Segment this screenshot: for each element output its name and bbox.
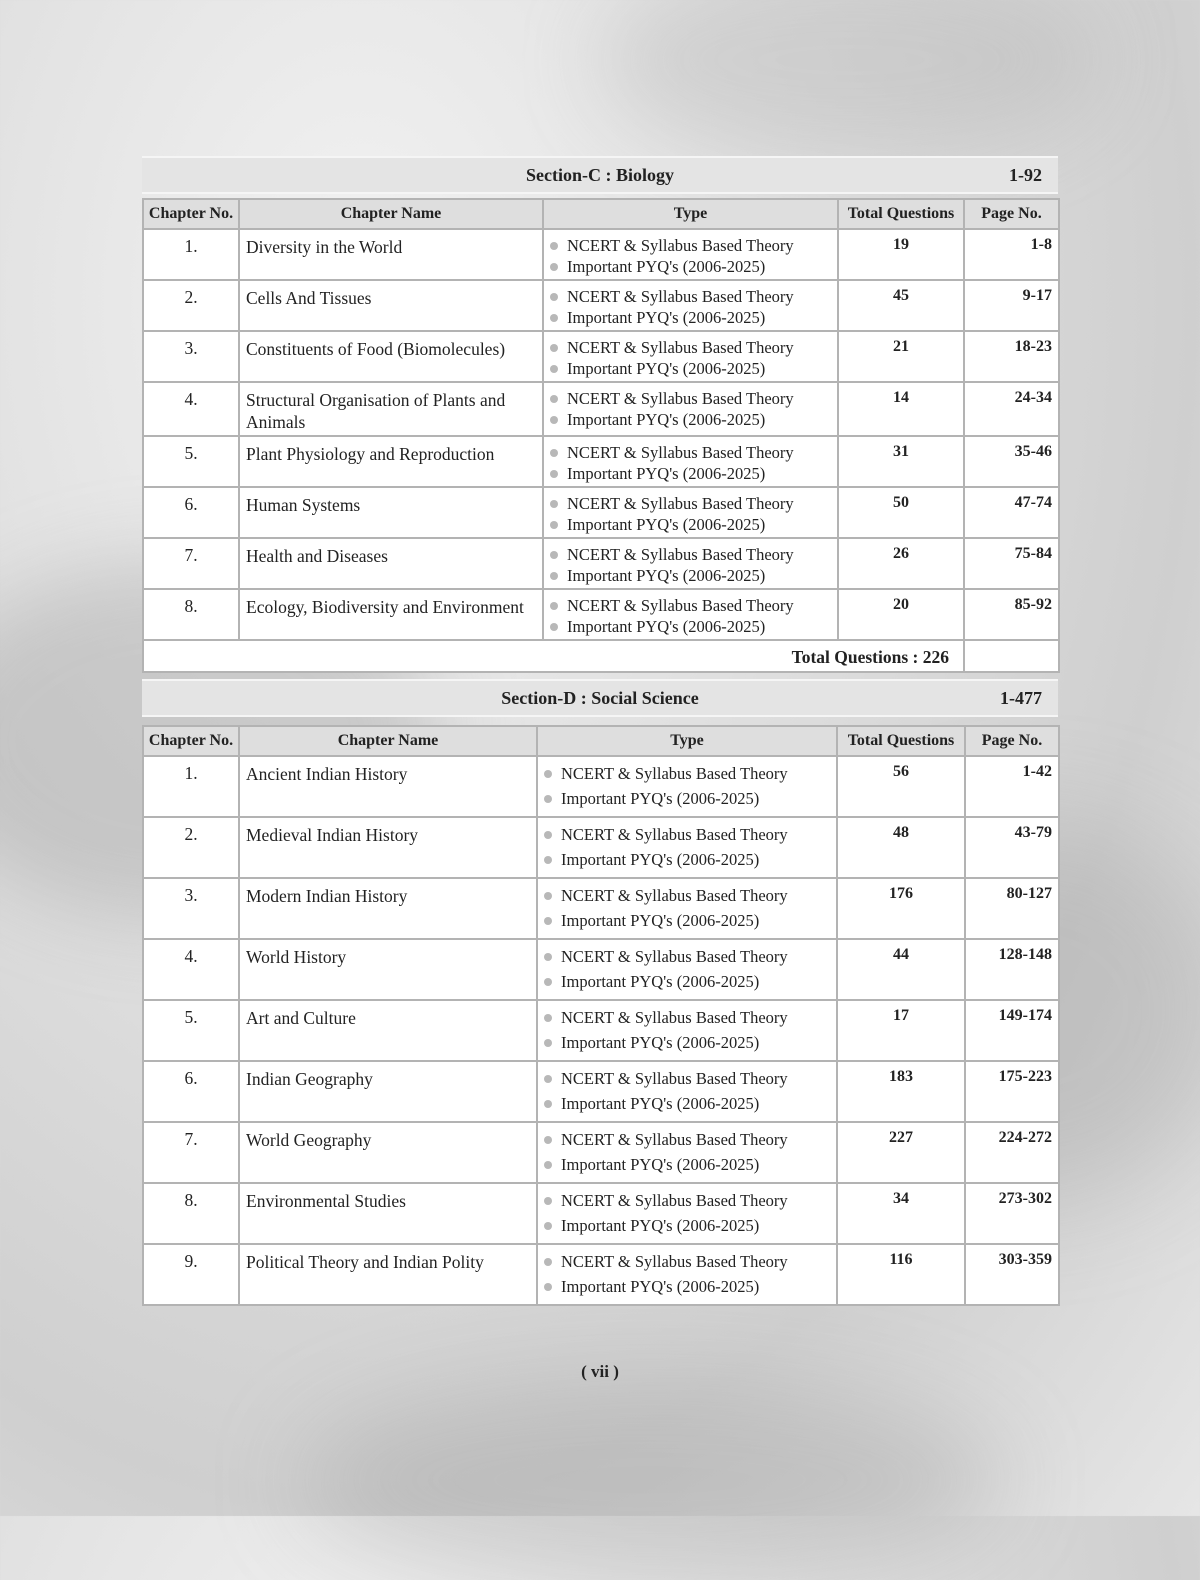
bullet-icon — [550, 470, 558, 478]
chapter-number: 4. — [143, 939, 239, 1000]
section-d-title: Section-D : Social Science — [501, 687, 699, 708]
empty-cell — [964, 640, 1059, 672]
col-header-page-no: Page No. — [965, 726, 1059, 756]
type-theory: NCERT & Syllabus Based Theory — [567, 494, 794, 513]
type-line — [550, 235, 833, 256]
chapter-type — [537, 1244, 837, 1305]
type-line — [544, 1214, 832, 1239]
bullet-icon — [550, 623, 558, 631]
type-theory: NCERT & Syllabus Based Theory — [561, 1069, 788, 1088]
chapter-type — [543, 538, 838, 589]
type-theory: NCERT & Syllabus Based Theory — [567, 443, 794, 462]
type-line — [544, 1092, 832, 1117]
table-row — [143, 280, 1059, 331]
type-line — [544, 1067, 832, 1092]
chapter-name: Art and Culture — [239, 1000, 537, 1061]
chapter-number: 4. — [143, 382, 239, 436]
table-row — [143, 436, 1059, 487]
chapter-number: 8. — [143, 1183, 239, 1244]
type-theory: NCERT & Syllabus Based Theory — [561, 1252, 788, 1271]
type-line — [550, 388, 833, 409]
type-pyq: Important PYQ's (2006-2025) — [567, 257, 766, 276]
section-c-title: Section-C : Biology — [526, 164, 674, 185]
bullet-icon — [544, 856, 552, 864]
type-pyq: Important PYQ's (2006-2025) — [561, 849, 760, 869]
type-pyq: Important PYQ's (2006-2025) — [561, 788, 760, 808]
table-row — [143, 1061, 1059, 1122]
chapter-name: Modern Indian History — [239, 878, 537, 939]
type-line — [544, 1128, 832, 1153]
bullet-icon — [550, 521, 558, 529]
bullet-icon — [544, 978, 552, 986]
page-range: 9-17 — [964, 280, 1059, 331]
col-header-total-questions: Total Questions — [837, 726, 965, 756]
chapter-type — [537, 878, 837, 939]
type-line — [550, 493, 833, 514]
bullet-icon — [550, 551, 558, 559]
type-pyq: Important PYQ's (2006-2025) — [561, 1276, 760, 1296]
total-questions: 56 — [837, 756, 965, 817]
type-pyq: Important PYQ's (2006-2025) — [561, 971, 760, 991]
type-pyq: Important PYQ's (2006-2025) — [567, 359, 766, 378]
chapter-name: Political Theory and Indian Polity — [239, 1244, 537, 1305]
chapter-name: Plant Physiology and Reproduction — [239, 436, 543, 487]
bullet-icon — [544, 953, 552, 961]
table-row — [143, 1000, 1059, 1061]
col-header-page-no: Page No. — [964, 199, 1059, 229]
type-line — [550, 337, 833, 358]
bullet-icon — [544, 1136, 552, 1144]
type-line — [544, 1189, 832, 1214]
contents-page — [142, 156, 1058, 1306]
page-range: 35-46 — [964, 436, 1059, 487]
chapter-name: Human Systems — [239, 487, 543, 538]
chapter-type — [537, 817, 837, 878]
bullet-icon — [550, 449, 558, 457]
section-c-page-range: 1-92 — [1009, 165, 1042, 185]
chapter-name: Indian Geography — [239, 1061, 537, 1122]
type-pyq: Important PYQ's (2006-2025) — [567, 566, 766, 585]
type-theory: NCERT & Syllabus Based Theory — [561, 825, 788, 844]
chapter-number: 8. — [143, 589, 239, 640]
type-theory: NCERT & Syllabus Based Theory — [567, 389, 794, 408]
type-line — [544, 787, 832, 812]
col-header-chapter-name: Chapter Name — [239, 726, 537, 756]
page-range: 273-302 — [965, 1183, 1059, 1244]
total-questions: 20 — [838, 589, 964, 640]
chapter-type — [543, 589, 838, 640]
type-line — [550, 307, 833, 328]
type-line — [544, 1006, 832, 1031]
chapter-name: Cells And Tissues — [239, 280, 543, 331]
type-line — [544, 1153, 832, 1178]
type-theory: NCERT & Syllabus Based Theory — [567, 545, 794, 564]
bullet-icon — [544, 1283, 552, 1291]
chapter-number: 3. — [143, 878, 239, 939]
page-range: 224-272 — [965, 1122, 1059, 1183]
chapter-number: 1. — [143, 756, 239, 817]
bullet-icon — [544, 892, 552, 900]
table-row — [143, 756, 1059, 817]
type-line — [550, 358, 833, 379]
page-range: 149-174 — [965, 1000, 1059, 1061]
page-range: 1-42 — [965, 756, 1059, 817]
chapter-name: Ecology, Biodiversity and Environment — [239, 589, 543, 640]
chapter-number: 5. — [143, 436, 239, 487]
type-line — [544, 1275, 832, 1300]
type-theory: NCERT & Syllabus Based Theory — [561, 1008, 788, 1027]
chapter-number: 6. — [143, 487, 239, 538]
bullet-icon — [544, 1258, 552, 1266]
total-questions: 176 — [837, 878, 965, 939]
bullet-icon — [550, 242, 558, 250]
table-row — [143, 487, 1059, 538]
type-theory: NCERT & Syllabus Based Theory — [561, 764, 788, 783]
total-questions: 48 — [837, 817, 965, 878]
chapter-number: 1. — [143, 229, 239, 280]
table-row — [143, 331, 1059, 382]
chapter-type — [543, 229, 838, 280]
bullet-icon — [550, 314, 558, 322]
background-shade — [600, 0, 1100, 160]
table-header-row — [143, 199, 1059, 229]
type-line — [544, 945, 832, 970]
bullet-icon — [544, 770, 552, 778]
type-theory: NCERT & Syllabus Based Theory — [561, 1191, 788, 1210]
type-line — [550, 442, 833, 463]
chapter-name: Structural Organisation of Plants and Animals — [239, 382, 543, 436]
type-line — [550, 544, 833, 565]
bullet-icon — [544, 1222, 552, 1230]
type-pyq: Important PYQ's (2006-2025) — [561, 1154, 760, 1174]
chapter-name: Diversity in the World — [239, 229, 543, 280]
type-line — [544, 1250, 832, 1275]
section-d-page-range: 1-477 — [1000, 688, 1042, 708]
total-questions: 31 — [838, 436, 964, 487]
type-pyq: Important PYQ's (2006-2025) — [567, 617, 766, 636]
bullet-icon — [550, 602, 558, 610]
chapter-number: 2. — [143, 817, 239, 878]
bullet-icon — [544, 1100, 552, 1108]
type-line — [550, 565, 833, 586]
chapter-name: Medieval Indian History — [239, 817, 537, 878]
chapter-type — [543, 487, 838, 538]
type-line — [550, 286, 833, 307]
page-range: 24-34 — [964, 382, 1059, 436]
type-theory: NCERT & Syllabus Based Theory — [561, 947, 788, 966]
section-c-total-row — [143, 640, 1059, 672]
chapter-name: Environmental Studies — [239, 1183, 537, 1244]
chapter-number: 6. — [143, 1061, 239, 1122]
chapter-number: 3. — [143, 331, 239, 382]
chapter-name: World History — [239, 939, 537, 1000]
section-c-total: Total Questions : 226 — [143, 640, 964, 672]
chapter-type — [537, 939, 837, 1000]
type-line — [544, 848, 832, 873]
total-questions: 227 — [837, 1122, 965, 1183]
chapter-number: 7. — [143, 538, 239, 589]
type-theory: NCERT & Syllabus Based Theory — [561, 886, 788, 905]
bullet-icon — [544, 1197, 552, 1205]
total-questions: 45 — [838, 280, 964, 331]
type-theory: NCERT & Syllabus Based Theory — [567, 338, 794, 357]
bullet-icon — [550, 572, 558, 580]
page-range: 85-92 — [964, 589, 1059, 640]
page-range: 80-127 — [965, 878, 1059, 939]
type-line — [544, 1031, 832, 1056]
type-pyq: Important PYQ's (2006-2025) — [561, 1215, 760, 1235]
chapter-type — [537, 1061, 837, 1122]
chapter-type — [537, 756, 837, 817]
section-c-header — [142, 156, 1058, 194]
type-line — [550, 595, 833, 616]
type-line — [544, 970, 832, 995]
bullet-icon — [544, 1075, 552, 1083]
chapter-type — [537, 1183, 837, 1244]
page-number: ( vii ) — [581, 1362, 619, 1381]
section-d-header — [142, 679, 1058, 717]
bullet-icon — [544, 795, 552, 803]
section-c-table — [142, 198, 1060, 673]
total-questions: 21 — [838, 331, 964, 382]
chapter-name: Constituents of Food (Biomolecules) — [239, 331, 543, 382]
page-range: 43-79 — [965, 817, 1059, 878]
col-header-type: Type — [537, 726, 837, 756]
chapter-name: Health and Diseases — [239, 538, 543, 589]
type-line — [550, 514, 833, 535]
type-line — [550, 256, 833, 277]
chapter-type — [543, 331, 838, 382]
type-line — [544, 884, 832, 909]
col-header-chapter-name: Chapter Name — [239, 199, 543, 229]
section-d-table — [142, 725, 1060, 1306]
total-questions: 26 — [838, 538, 964, 589]
bullet-icon — [544, 1161, 552, 1169]
total-questions: 17 — [837, 1000, 965, 1061]
table-row — [143, 229, 1059, 280]
type-line — [544, 909, 832, 934]
type-line — [550, 616, 833, 637]
chapter-type — [543, 280, 838, 331]
background-shade — [300, 1380, 1000, 1580]
page-range: 128-148 — [965, 939, 1059, 1000]
chapter-number: 7. — [143, 1122, 239, 1183]
chapter-type — [543, 382, 838, 436]
bullet-icon — [550, 500, 558, 508]
type-pyq: Important PYQ's (2006-2025) — [567, 308, 766, 327]
bullet-icon — [550, 263, 558, 271]
chapter-number: 9. — [143, 1244, 239, 1305]
bullet-icon — [544, 1014, 552, 1022]
type-line — [550, 463, 833, 484]
total-questions: 34 — [837, 1183, 965, 1244]
total-questions: 19 — [838, 229, 964, 280]
total-questions: 50 — [838, 487, 964, 538]
bullet-icon — [544, 1039, 552, 1047]
table-row — [143, 878, 1059, 939]
col-header-type: Type — [543, 199, 838, 229]
type-theory: NCERT & Syllabus Based Theory — [567, 287, 794, 306]
bullet-icon — [550, 293, 558, 301]
type-pyq: Important PYQ's (2006-2025) — [561, 1032, 760, 1052]
type-theory: NCERT & Syllabus Based Theory — [567, 236, 794, 255]
table-header-row — [143, 726, 1059, 756]
col-header-chapter-no: Chapter No. — [143, 726, 239, 756]
type-line — [550, 409, 833, 430]
type-pyq: Important PYQ's (2006-2025) — [567, 410, 766, 429]
table-row — [143, 939, 1059, 1000]
chapter-name: World Geography — [239, 1122, 537, 1183]
bullet-icon — [550, 395, 558, 403]
table-row — [143, 1244, 1059, 1305]
bullet-icon — [544, 831, 552, 839]
chapter-type — [543, 436, 838, 487]
table-row — [143, 589, 1059, 640]
total-questions: 183 — [837, 1061, 965, 1122]
col-header-total-questions: Total Questions — [838, 199, 964, 229]
chapter-number: 2. — [143, 280, 239, 331]
page-range: 75-84 — [964, 538, 1059, 589]
page-range: 175-223 — [965, 1061, 1059, 1122]
table-row — [143, 1122, 1059, 1183]
type-theory: NCERT & Syllabus Based Theory — [561, 1130, 788, 1149]
col-header-chapter-no: Chapter No. — [143, 199, 239, 229]
bullet-icon — [544, 917, 552, 925]
type-pyq: Important PYQ's (2006-2025) — [561, 910, 760, 930]
table-row — [143, 1183, 1059, 1244]
total-questions: 14 — [838, 382, 964, 436]
table-row — [143, 817, 1059, 878]
table-row — [143, 538, 1059, 589]
chapter-type — [537, 1122, 837, 1183]
chapter-number: 5. — [143, 1000, 239, 1061]
chapter-name: Ancient Indian History — [239, 756, 537, 817]
type-theory: NCERT & Syllabus Based Theory — [567, 596, 794, 615]
bullet-icon — [550, 344, 558, 352]
type-line — [544, 762, 832, 787]
chapter-type — [537, 1000, 837, 1061]
page-range: 1-8 — [964, 229, 1059, 280]
type-pyq: Important PYQ's (2006-2025) — [567, 464, 766, 483]
total-questions: 116 — [837, 1244, 965, 1305]
type-line — [544, 823, 832, 848]
bullet-icon — [550, 416, 558, 424]
page-range: 18-23 — [964, 331, 1059, 382]
type-pyq: Important PYQ's (2006-2025) — [567, 515, 766, 534]
bullet-icon — [550, 365, 558, 373]
page-range: 47-74 — [964, 487, 1059, 538]
type-pyq: Important PYQ's (2006-2025) — [561, 1093, 760, 1113]
page-range: 303-359 — [965, 1244, 1059, 1305]
total-questions: 44 — [837, 939, 965, 1000]
table-row — [143, 382, 1059, 436]
